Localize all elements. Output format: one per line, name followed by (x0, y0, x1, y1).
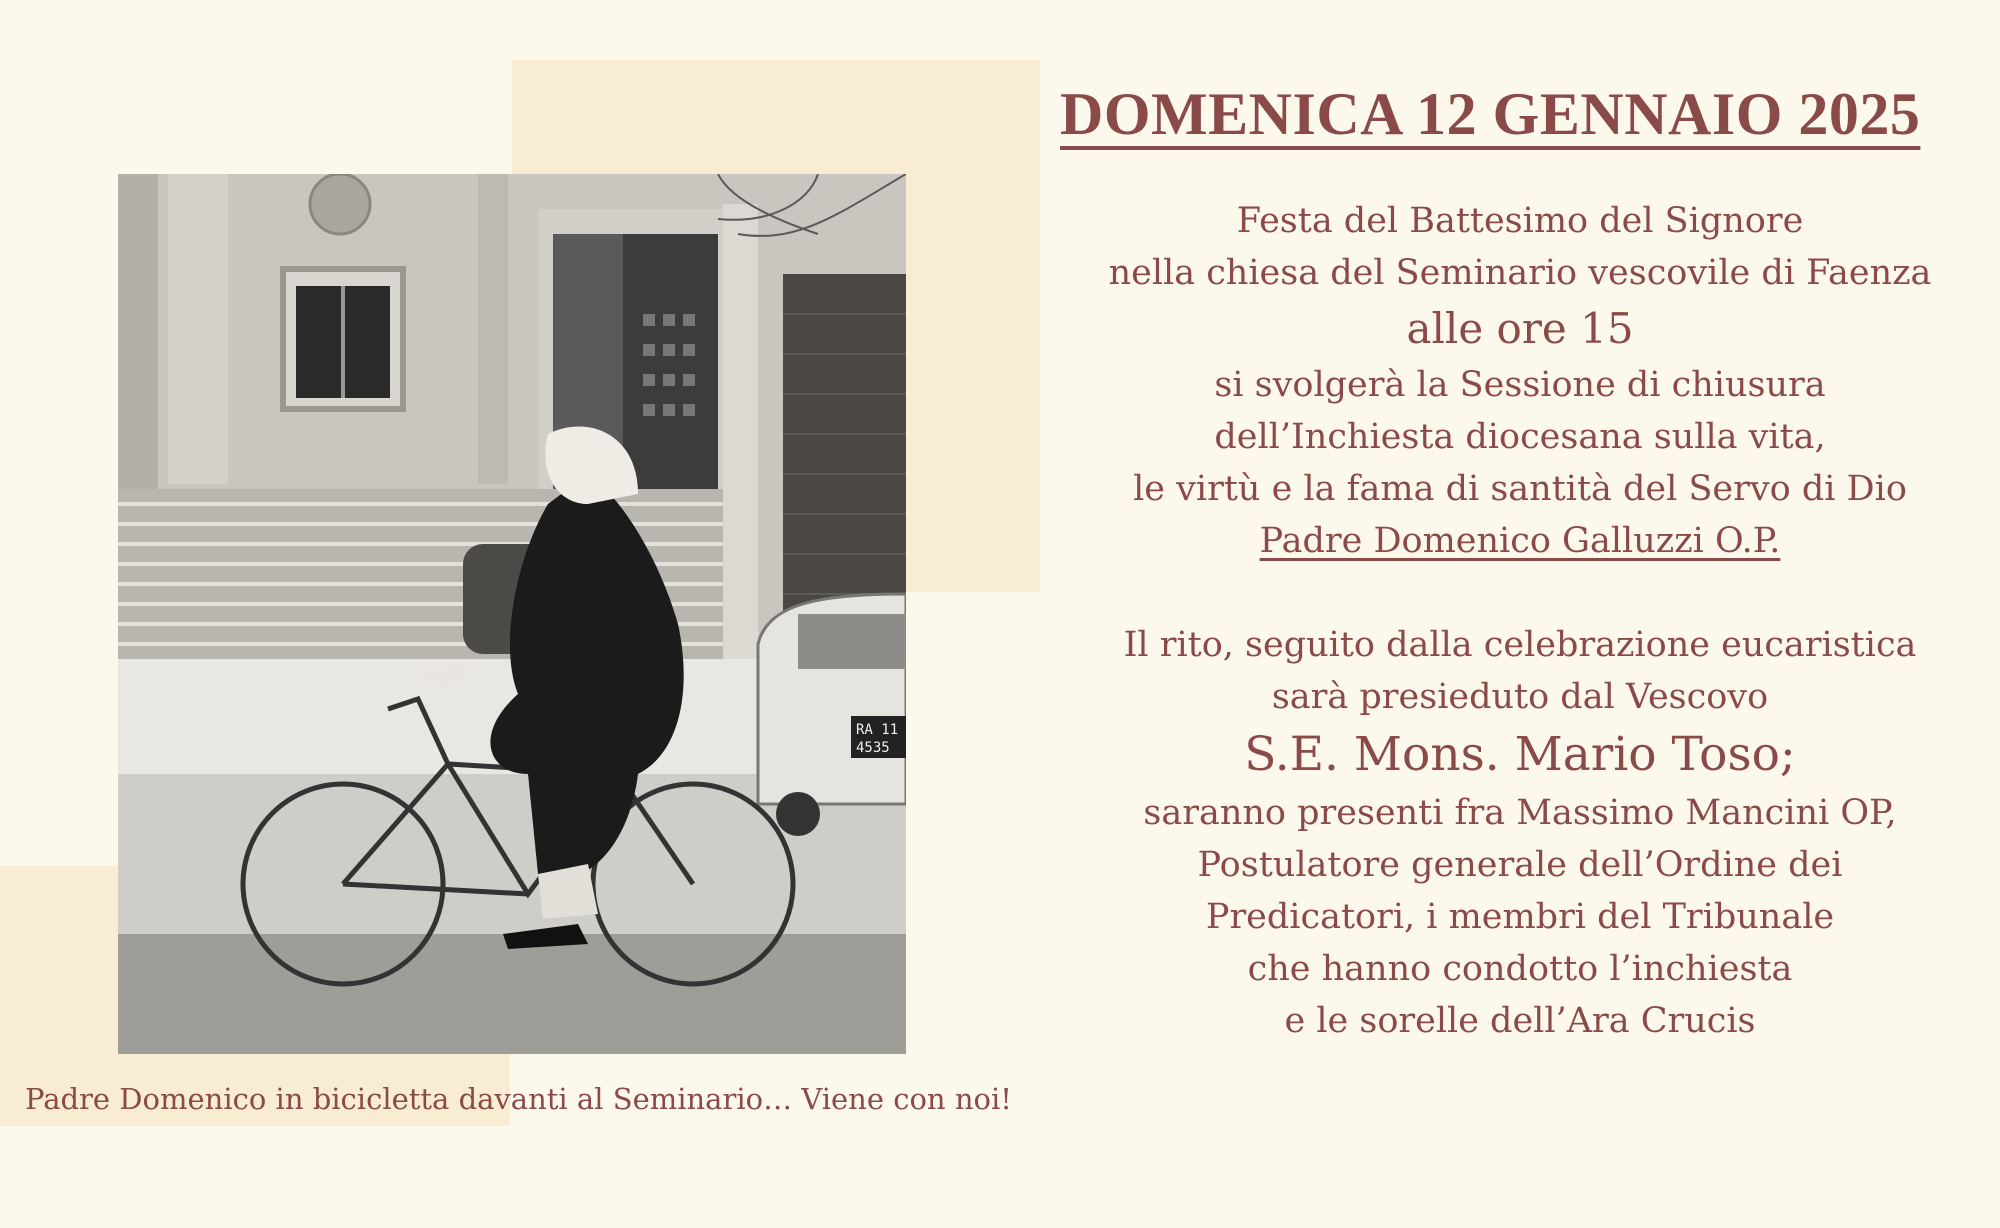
servant-of-god-name: Padre Domenico Galluzzi O.P. (1259, 521, 1781, 561)
intro-line-3: si svolgerà la Sessione di chiusura (1214, 365, 1826, 405)
intro-line-2: nella chiesa del Seminario vescovile di Faenza (1108, 253, 1932, 293)
rite-line-7: e le sorelle dell’Ara Crucis (1284, 1001, 1756, 1041)
paragraph-gap (1060, 567, 1980, 619)
rite-line-3: saranno presenti fra Massimo Mancini OP, (1143, 793, 1897, 833)
intro-line-4: dell’Inchiesta diocesana sulla vita, (1214, 417, 1826, 457)
announcement-text (1060, 80, 1980, 1047)
photo-caption: Padre Domenico in bicicletta davanti al Seminario… Viene con noi! (25, 1082, 1012, 1116)
bishop-name: S.E. Mons. Mario Toso; (1244, 727, 1796, 782)
rite-line-4: Postulatore generale dell’Ordine dei (1197, 845, 1843, 885)
event-date-heading: DOMENICA 12 GENNAIO 2025 (1060, 81, 1921, 147)
event-time: alle ore 15 (1406, 304, 1634, 353)
plate-line1: RA 11 (856, 722, 899, 738)
rite-line-1: Il rito, seguito dalla celebrazione eucaristica (1123, 625, 1917, 665)
plate-line2: 4535 (856, 740, 890, 756)
intro-line-5: le virtù e la fama di santità del Servo di Dio (1133, 469, 1907, 509)
rite-line-2: sarà presieduto dal Vescovo (1271, 677, 1769, 717)
rite-line-5: Predicatori, i membri del Tribunale (1205, 897, 1835, 937)
intro-line-1: Festa del Battesimo del Signore (1236, 201, 1804, 241)
photo-priest-on-bicycle (118, 174, 906, 1054)
rite-line-6: che hanno condotto l’inchiesta (1247, 949, 1793, 989)
